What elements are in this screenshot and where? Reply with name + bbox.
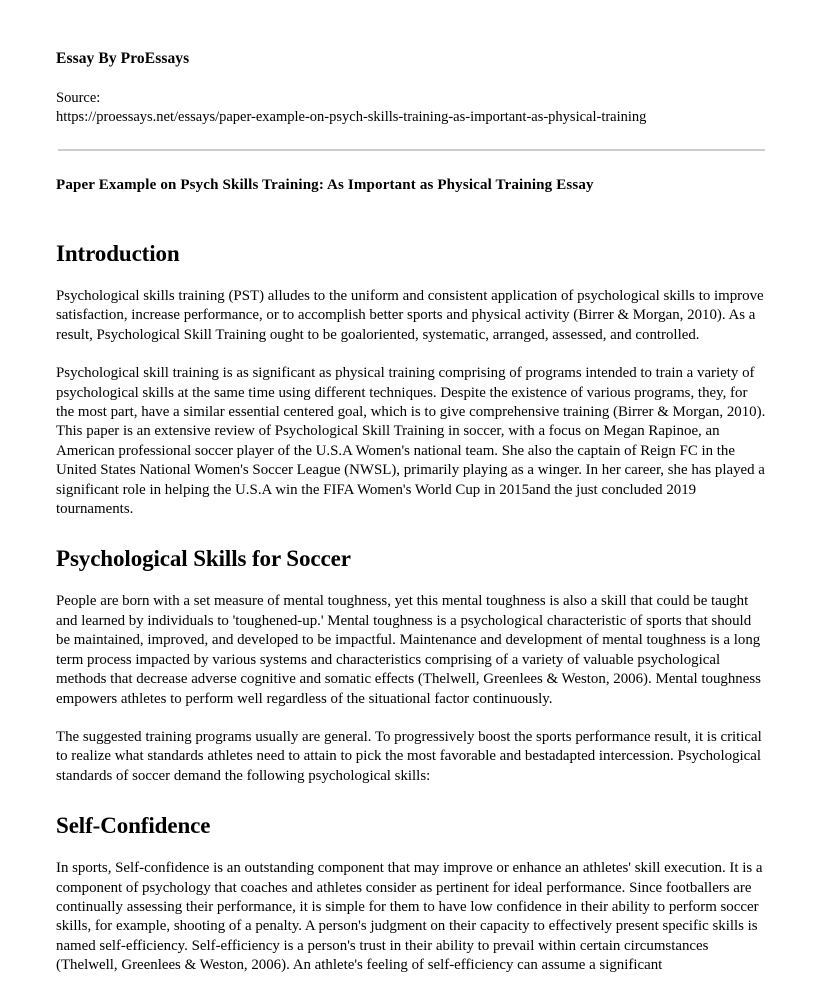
source-url[interactable]: https://proessays.net/essays/paper-example-on-psych-skills-training-as-important-as-physical-training [56, 109, 647, 125]
section-heading-introduction: Introduction [56, 241, 180, 266]
paragraph: In sports, Self-confidence is an outstanding component that may improve or enhance an athletes' skill execution. It is a component of psychology that coaches and athletes consider as pertinent for ideal performance. Since footballers are continually assessing their performance, it is simple for them to have low confidence in their ability to perform soccer skills, for example, shooting of a penalty. A person's judgment on their capacity to effectively present specific skills is named self-efficiency. Self-efficiency is a person's trust in their ability to prevail within certain circumstances (Thelwell, Greenlees & Weston, 2006). An athlete's feeling of self-efficiency can assume a significant [56, 860, 763, 974]
source-label: Source: [56, 90, 101, 106]
site-name: Essay By ProEssays [56, 50, 190, 67]
paragraph: The suggested training programs usually are general. To progressively boost the sports performance result, it is critical to realize what standards athletes need to attain to pick the most favorable and bestadapted intercession. Psychological standards of soccer demand the following psychological skills: [56, 728, 762, 784]
paragraph: Psychological skills training (PST) alludes to the uniform and consistent application of psychological skills to improve satisfaction, increase performance, or to accomplish better sports and physical activity (Birrer & Morgan, 2010). As a result, Psychological Skill Training ought to be goaloriented, systematic, arranged, assessed, and controlled. [56, 288, 764, 343]
content-column [56, 0, 766, 976]
paragraph: Psychological skill training is as significant as physical training comprising of programs intended to train a variety of psychological skills at the same time using different techniques. Despite the existence of various programs, they, for the most part, have a similar essential centered goal, which is to give comprehensive training (Birrer & Morgan, 2010). This paper is an extensive review of Psychological Skill Training in soccer, with a focus on Megan Rapinoe, an American professional soccer player of the U.S.A Women's national team. She also the captain of Reign FC in the United States National Women's Soccer League (NWSL), primarily playing as a winger. In her career, she has played a significant role in helping the U.S.A win the FIFA Women's World Cup in 2015and the just concluded 2019 tournaments. [56, 365, 766, 518]
section-heading-psychological-skills-for-soccer: Psychological Skills for Soccer [56, 546, 351, 572]
source-block [56, 89, 766, 127]
header-divider [58, 149, 765, 151]
document-title: Paper Example on Psych Skills Training: As Important as Physical Training Essay [56, 177, 594, 193]
section-heading-self-confidence: Self-Confidence [56, 813, 211, 839]
masthead [56, 0, 766, 127]
paragraph: People are born with a set measure of mental toughness, yet this mental toughness is also a skill that could be taught and learned by individuals to 'toughened-up.' Mental toughness is a psychological characteristic of sports that should be maintained, improved, and developed to be impactful. Maintenance and development of mental toughness is a long term process impacted by various systems and characteristics comprising of a variety of valuable psychological methods that decrease adverse cognitive and somatic effects (Thelwell, Greenlees & Weston, 2006). Mental toughness empowers athletes to perform well regardless of the situational factor continuously. [56, 593, 761, 707]
